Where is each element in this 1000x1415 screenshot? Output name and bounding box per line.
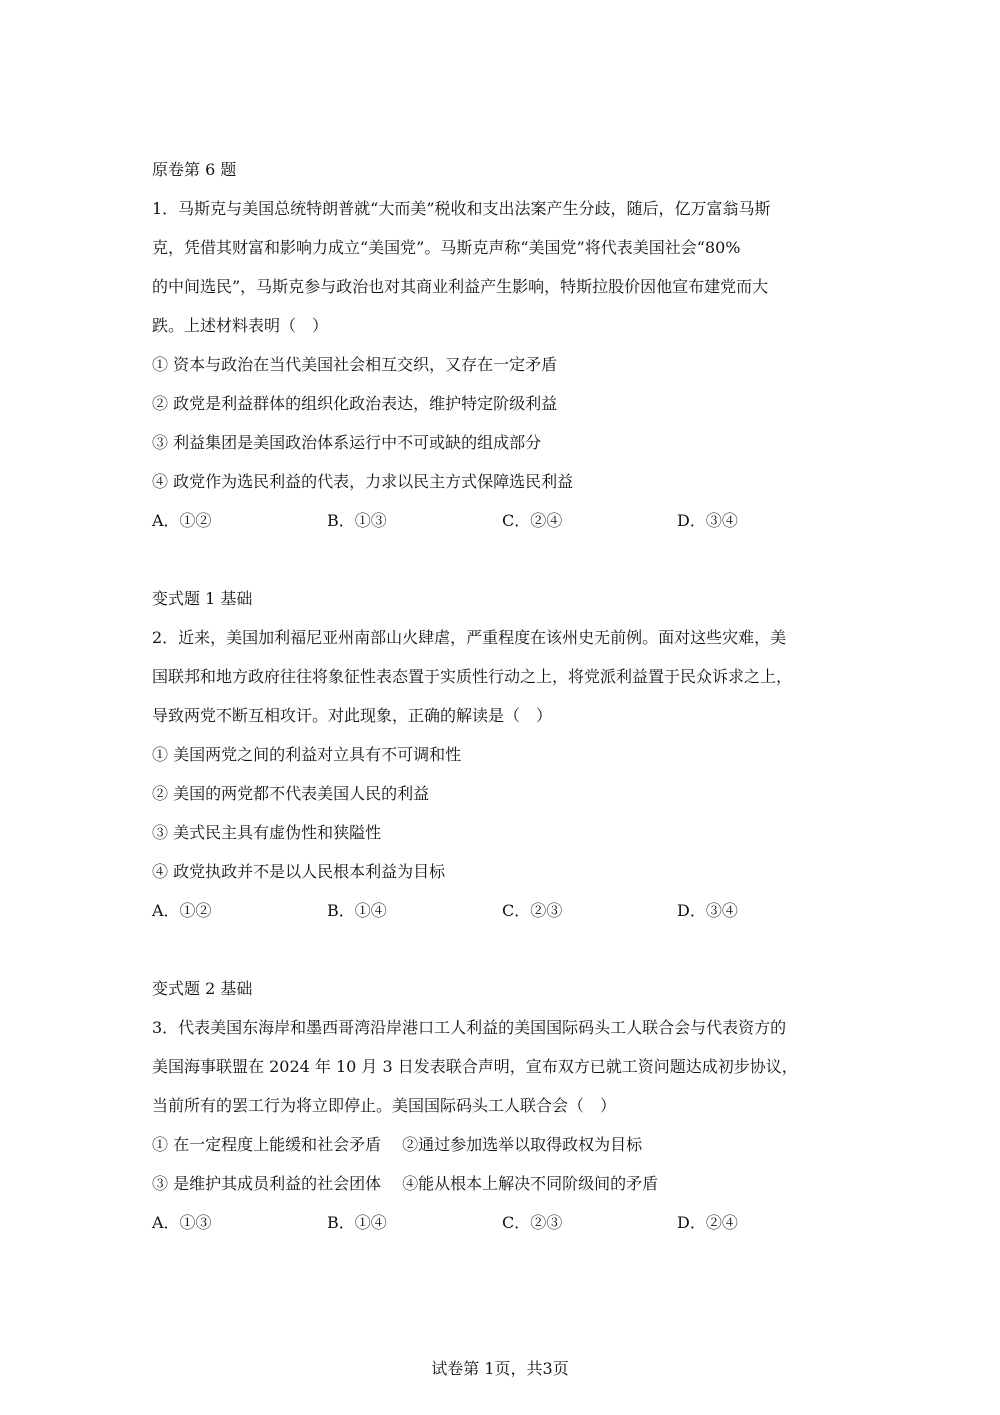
option-line: ① 资本与政治在当代美国社会相互交织，又存在一定矛盾 xyxy=(152,355,558,374)
question-line: 当前所有的罢工行为将立即停止。美国国际码头工人联合会（ ） xyxy=(152,1096,617,1115)
option-line: ③ 美式民主具有虚伪性和狭隘性 xyxy=(152,823,382,842)
answer-c: C．②③ xyxy=(502,901,563,920)
answer-c: C．②③ xyxy=(502,1213,563,1232)
question-line: 跌。上述材料表明（ ） xyxy=(152,316,329,335)
answer-d: D．③④ xyxy=(677,511,738,530)
spacer xyxy=(152,930,862,969)
answer-choices xyxy=(152,501,862,540)
answer-a: A．①③ xyxy=(152,1213,212,1232)
option-line: ② 政党是利益群体的组织化政治表达，维护特定阶级利益 xyxy=(152,394,558,413)
answer-a: A．①② xyxy=(152,511,212,530)
section-heading: 原卷第 6 题 xyxy=(152,160,237,179)
answer-c: C．②④ xyxy=(502,511,563,530)
option-line: ④ 政党执政并不是以人民根本利益为目标 xyxy=(152,862,446,881)
option-line: ③ 是维护其成员利益的社会团体 ④能从根本上解决不同阶级间的矛盾 xyxy=(152,1174,659,1193)
question-line: 国联邦和地方政府往往将象征性表态置于实质性行动之上，将党派利益置于民众诉求之上， xyxy=(152,667,793,686)
answer-a: A．①② xyxy=(152,901,212,920)
option-line: ④ 政党作为选民利益的代表，力求以民主方式保障选民利益 xyxy=(152,472,574,491)
question-line: 2．近来，美国加利福尼亚州南部山火肆虐，严重程度在该州史无前例。面对这些灾难，美 xyxy=(152,628,787,647)
page-footer: 试卷第 1页，共3页 xyxy=(431,1359,569,1378)
answer-choices xyxy=(152,1203,862,1242)
answer-b: B．①④ xyxy=(327,1213,387,1232)
question-line: 的中间选民”，马斯克参与政治也对其商业利益产生影响，特斯拉股价因他宣布建党而大 xyxy=(152,277,769,296)
answer-d: D．②④ xyxy=(677,1213,738,1232)
spacer xyxy=(152,540,862,579)
option-line: ② 美国的两党都不代表美国人民的利益 xyxy=(152,784,430,803)
answer-d: D．③④ xyxy=(677,901,738,920)
answer-choices xyxy=(152,891,862,930)
answer-b: B．①④ xyxy=(327,901,387,920)
option-line: ① 美国两党之间的利益对立具有不可调和性 xyxy=(152,745,462,764)
section-heading: 变式题 2 基础 xyxy=(152,979,253,998)
question-line: 3．代表美国东海岸和墨西哥湾沿岸港口工人利益的美国国际码头工人联合会与代表资方的 xyxy=(152,1018,787,1037)
option-line: ① 在一定程度上能缓和社会矛盾 ②通过参加选举以取得政权为目标 xyxy=(152,1135,643,1154)
document-body xyxy=(152,150,862,1242)
question-line: 1．马斯克与美国总统特朗普就“大而美”税收和支出法案产生分歧，随后，亿万富翁马斯 xyxy=(152,199,771,218)
question-line: 美国海事联盟在 2024 年 10 月 3 日发表联合声明，宣布双方已就工资问题达成初步协议， xyxy=(152,1057,798,1076)
option-line: ③ 利益集团是美国政治体系运行中不可或缺的组成部分 xyxy=(152,433,542,452)
section-heading: 变式题 1 基础 xyxy=(152,589,253,608)
answer-b: B．①③ xyxy=(327,511,387,530)
question-line: 克，凭借其财富和影响力成立“美国党”。马斯克声称“美国党”将代表美国社会“80% xyxy=(152,238,741,257)
question-line: 导致两党不断互相攻讦。对此现象，正确的解读是（ ） xyxy=(152,706,553,725)
